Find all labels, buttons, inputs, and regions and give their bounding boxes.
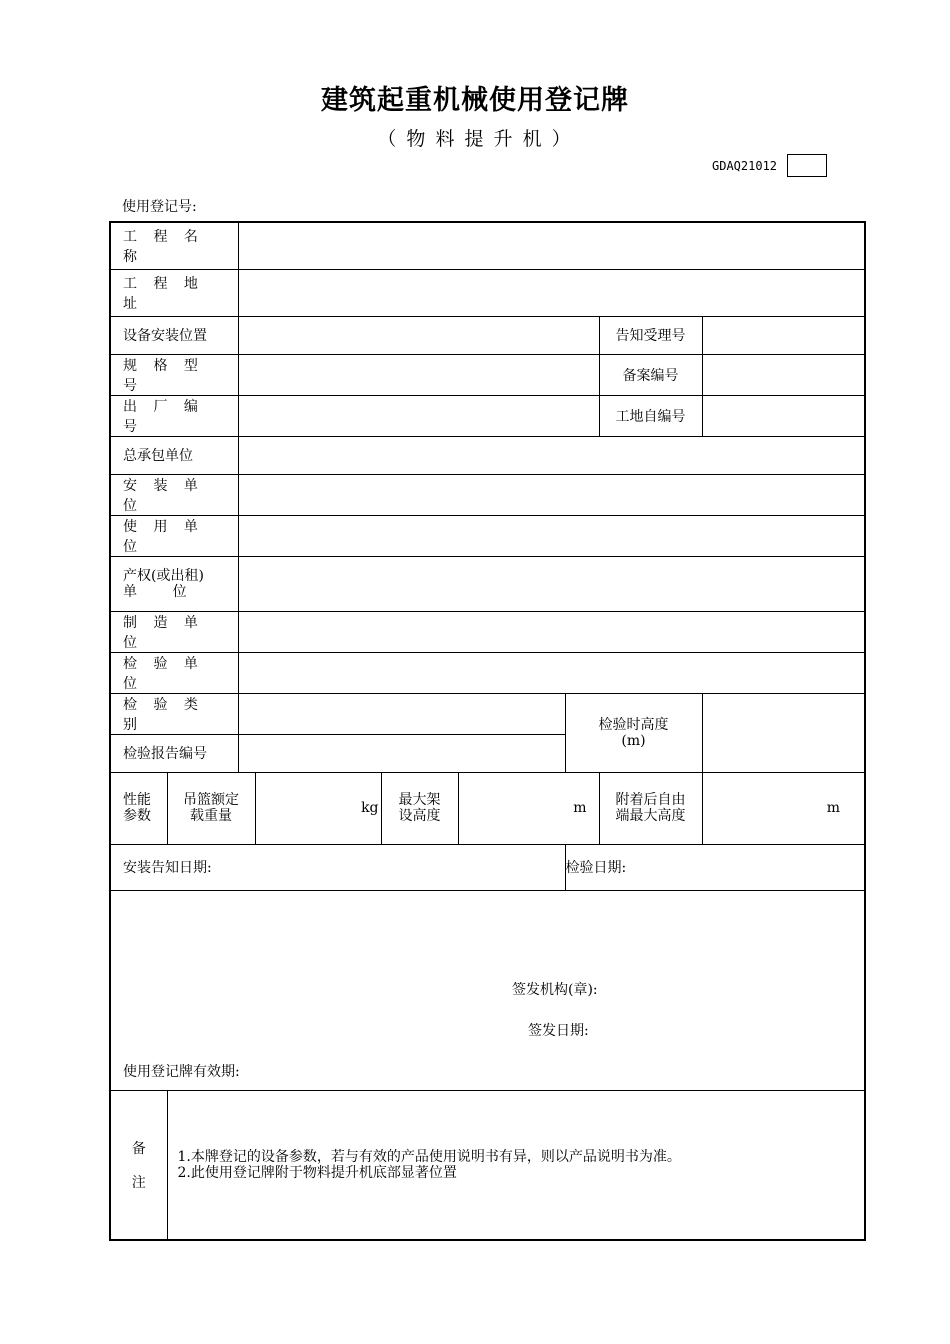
validity-label: 使用登记牌有效期: [123, 1063, 240, 1080]
page-title: 建筑起重机械使用登记牌 [321, 85, 629, 116]
table-row [110, 354, 865, 395]
inspection-unit-label: 检 验 单 位 [110, 652, 238, 693]
model-field[interactable] [238, 354, 599, 395]
project-name-field[interactable] [238, 222, 865, 269]
issue-date-label: 签发日期: [528, 1022, 589, 1039]
manufacturer-field[interactable] [238, 611, 865, 652]
notice-no-label: 告知受理号 [599, 316, 702, 354]
page-subtitle: （ 物 料 提 升 机 ） [377, 128, 573, 150]
free-height-label [599, 772, 702, 844]
owner-unit-label-line1: 产权(或出租) [123, 567, 204, 584]
issuer-label: 签发机构(章): [512, 981, 598, 998]
max-height-label-line1: 最大架 [398, 792, 441, 808]
inspect-height-label-line1: 检验时高度 [598, 716, 669, 733]
factory-no-field[interactable] [238, 395, 599, 436]
owner-unit-label [110, 556, 238, 611]
rated-load-field[interactable] [255, 772, 381, 844]
max-height-unit: m [573, 800, 587, 816]
table-row [110, 652, 865, 693]
table-row [110, 395, 865, 436]
inspection-type-field[interactable] [238, 693, 565, 734]
table-row [110, 890, 865, 1090]
record-no-label: 备案编号 [599, 354, 702, 395]
form-code: GDAQ21012 [712, 159, 778, 173]
manufacturer-label: 制 造 单 位 [110, 611, 238, 652]
remarks-content [167, 1090, 865, 1240]
inspection-unit-field[interactable] [238, 652, 865, 693]
table-row [110, 222, 865, 269]
remarks-label-line2: 注 [131, 1174, 146, 1191]
install-unit-field[interactable] [238, 474, 865, 515]
model-label: 规 格 型 号 [110, 354, 238, 395]
performance-label [110, 772, 167, 844]
general-contractor-label: 总承包单位 [110, 436, 238, 474]
remarks-label-line1: 备 [131, 1140, 146, 1157]
inspection-type-label: 检 验 类 别 [110, 693, 238, 734]
project-address-label: 工 程 地 址 [110, 269, 238, 316]
inspect-height-label-line2: (m) [621, 732, 646, 749]
table-row [110, 611, 865, 652]
user-unit-field[interactable] [238, 515, 865, 556]
registration-form-table [109, 221, 866, 1241]
sign-area [110, 890, 865, 1090]
free-height-label-line2: 端最大高度 [615, 808, 686, 824]
install-location-field[interactable] [238, 316, 599, 354]
form-code-box[interactable] [787, 154, 827, 177]
performance-label-line1: 性能 [123, 792, 151, 808]
table-row [110, 515, 865, 556]
free-height-field[interactable] [702, 772, 865, 844]
table-row [110, 316, 865, 354]
table-row [110, 1090, 865, 1240]
record-no-field[interactable] [702, 354, 865, 395]
inspect-height-field[interactable] [702, 693, 865, 772]
table-row [110, 693, 865, 734]
table-row [110, 844, 865, 890]
registration-number-label: 使用登记号: [122, 199, 197, 215]
free-height-label-line1: 附着后自由 [615, 792, 686, 808]
table-row [110, 436, 865, 474]
table-row [110, 269, 865, 316]
owner-unit-label-line2: 单 位 [123, 583, 187, 600]
user-unit-label: 使 用 单 位 [110, 515, 238, 556]
report-no-label: 检验报告编号 [110, 734, 238, 772]
table-row [110, 556, 865, 611]
table-row [110, 772, 865, 844]
inspection-date[interactable]: 检验日期: [565, 844, 865, 890]
performance-label-line2: 参数 [123, 808, 151, 824]
rated-load-label-line1: 吊篮额定 [183, 792, 239, 808]
max-height-label-line2: 设高度 [398, 808, 441, 824]
max-height-field[interactable] [458, 772, 599, 844]
notice-no-field[interactable] [702, 316, 865, 354]
owner-unit-field[interactable] [238, 556, 865, 611]
table-row [110, 474, 865, 515]
install-notice-date[interactable]: 安装告知日期: [110, 844, 565, 890]
report-no-field[interactable] [238, 734, 565, 772]
rated-load-label-line2: 载重量 [190, 808, 232, 824]
remarks-note-2: 2.此使用登记牌附于物料提升机底部显著位置 [177, 1164, 457, 1181]
project-address-field[interactable] [238, 269, 865, 316]
install-location-label: 设备安装位置 [110, 316, 238, 354]
rated-load-unit: kg [361, 800, 379, 816]
general-contractor-field[interactable] [238, 436, 865, 474]
factory-no-label: 出 厂 编 号 [110, 395, 238, 436]
max-height-label [381, 772, 458, 844]
project-name-label: 工 程 名 称 [110, 222, 238, 269]
free-height-unit: m [826, 800, 841, 816]
remarks-label [110, 1090, 167, 1240]
site-no-field[interactable] [702, 395, 865, 436]
install-unit-label: 安 装 单 位 [110, 474, 238, 515]
site-no-label: 工地自编号 [599, 395, 702, 436]
inspect-height-label [565, 693, 702, 772]
rated-load-label [167, 772, 255, 844]
remarks-note-1: 1.本牌登记的设备参数，若与有效的产品使用说明书有异，则以产品说明书为准。 [177, 1148, 681, 1165]
